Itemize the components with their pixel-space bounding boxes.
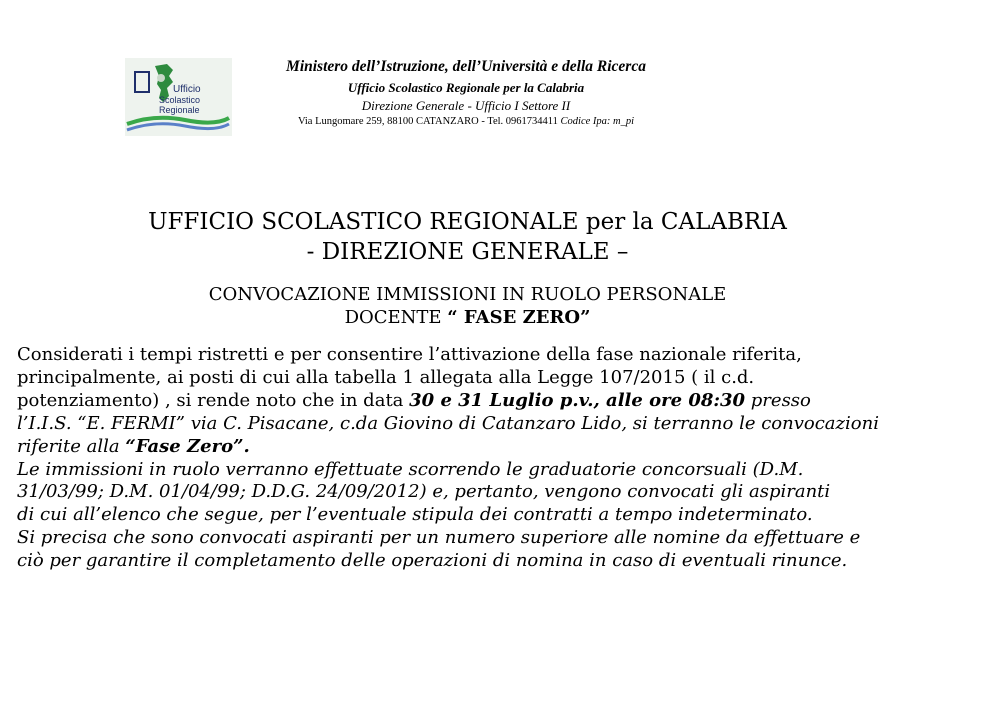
ministry-name: Ministero dell’Istruzione, dell’Università e della Ricerca <box>286 58 646 75</box>
body-line-3-end: presso <box>745 389 811 411</box>
fase-zero-label: “ FASE ZERO” <box>447 307 591 328</box>
body-line-5 <box>17 436 977 459</box>
body-line-10: ciò per garantire il completamento delle operazioni di nomina in caso di eventuali rinunce. <box>17 550 848 572</box>
body-line-3-start: potenziamento) , si rende noto che in data <box>17 389 410 411</box>
office-name: Ufficio Scolastico Regionale per la Calabria <box>347 80 585 95</box>
body-text <box>17 344 977 573</box>
convocation-date: 30 e 31 Luglio p.v., alle ore 08:30 <box>409 389 746 411</box>
logo-text-1: Ufficio <box>173 84 201 95</box>
body-line-1: Considerati i tempi ristretti e per consentire l’attivazione della fase nazionale riferita, <box>17 344 802 365</box>
subtitle-line-1: CONVOCAZIONE IMMISSIONI IN RUOLO PERSONALE <box>208 284 727 305</box>
title-line-1: UFFICIO SCOLASTICO REGIONALE per la CALABRIA <box>148 209 787 235</box>
fase-zero-mention: “Fase Zero”. <box>125 435 250 457</box>
body-line-6: Le immissioni in ruolo verranno effettuate scorrendo le graduatorie concorsuali (D.M. <box>17 458 804 480</box>
body-line-7: 31/03/99; D.M. 01/04/99; D.D.G. 24/09/2012) e, pertanto, vengono convocati gli aspiranti <box>17 481 831 503</box>
logo-text-3: Regionale <box>159 105 200 115</box>
department-name: Direzione Generale - Ufficio I Settore II <box>361 98 571 113</box>
subtitle-prefix: DOCENTE <box>344 307 448 328</box>
body-line-9: Si precisa che sono convocati aspiranti per un numero superiore alle nomine da effettuare e <box>17 527 861 549</box>
subtitle-line-2 <box>100 307 835 328</box>
body-line-8: di cui all’elenco che segue, per l’eventuale stipula dei contratti a tempo indeterminato. <box>17 504 813 526</box>
logo-text-2: Scolastico <box>159 95 201 105</box>
title-line-2: - DIREZIONE GENERALE – <box>306 239 629 265</box>
body-line-4: l’I.I.S. “E. FERMI” via C. Pisacane, c.da Giovino di Catanzaro Lido, si terranno le convocazioni <box>17 412 879 434</box>
ufficio-scolastico-regionale-logo-icon <box>125 58 232 136</box>
body-line-5-start: riferite alla <box>17 435 126 457</box>
address: Via Lungomare 259, 88100 CATANZARO - Tel. 0961734411 <box>297 116 558 127</box>
body-line-3 <box>17 390 977 413</box>
logo-graphic <box>125 58 232 136</box>
address-line <box>246 116 686 127</box>
body-line-2: principalmente, ai posti di cui alla tabella 1 allegata alla Legge 107/2015 ( il c.d. <box>17 366 755 388</box>
ipa-code: Codice Ipa: m_pi <box>560 116 635 127</box>
